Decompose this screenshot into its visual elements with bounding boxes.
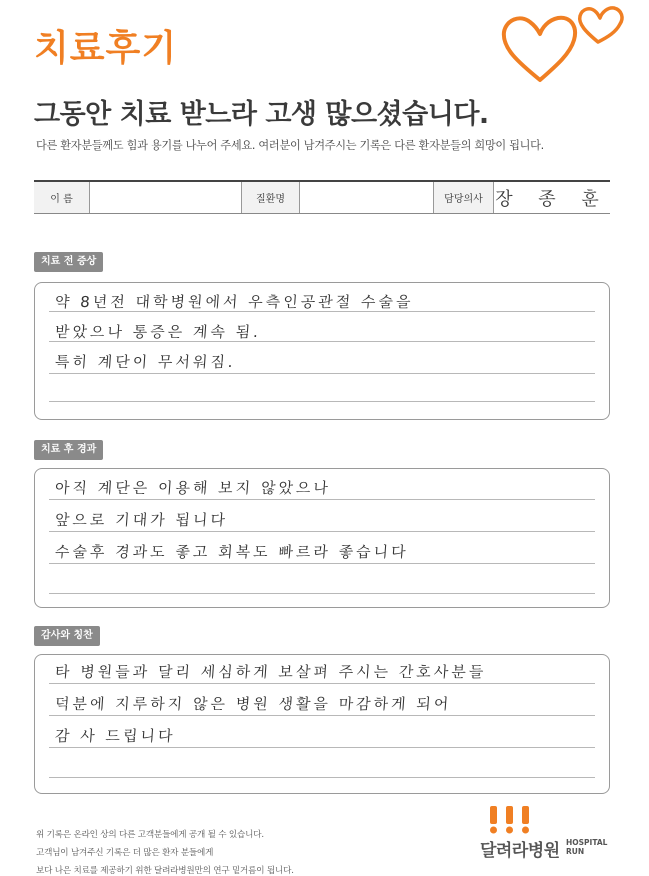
section-box-before-treatment[interactable]: [34, 282, 610, 420]
handwritten-line: 약 8년전 대학병원에서 우측인공관절 수술을: [54, 293, 415, 311]
ruled-line: [49, 499, 595, 500]
footer-note-line: 고객님이 남겨주신 기록은 더 많은 환자 분들에게: [36, 848, 214, 858]
logo-subtext: [566, 838, 607, 856]
disease-field[interactable]: [300, 182, 434, 213]
footer-note-line: 보다 나은 치료를 제공하기 위한 달려라병원만의 연구 밑거름이 됩니다.: [36, 866, 294, 876]
section-tag-thanks: 감사와 칭찬: [34, 626, 100, 646]
headline: 그동안 치료 받느라 고생 많으셨습니다.: [34, 99, 489, 130]
doctor-value: 장 종 훈: [495, 188, 609, 210]
handwritten-line: 감 사 드립니다: [54, 727, 177, 745]
ruled-line: [49, 373, 595, 374]
footer-note-line: 위 기록은 온라인 상의 다른 고객분들에게 공개 될 수 있습니다.: [36, 830, 264, 840]
handwritten-line: 덕분에 지루하지 않은 병원 생활을 마감하게 되어: [54, 695, 453, 713]
logo-text: 달려라병원: [480, 841, 560, 861]
handwritten-line: 수술후 경과도 좋고 회복도 빠르라 좋습니다: [54, 543, 410, 561]
ruled-line: [49, 311, 595, 312]
logo-sub-line: RUN: [566, 847, 585, 856]
ruled-line: [49, 593, 595, 594]
ruled-line: [49, 531, 595, 532]
handwritten-line: 아직 계단은 이용해 보지 않았으나: [54, 479, 332, 497]
brand-title: 치료후기: [34, 28, 178, 69]
handwritten-line: 앞으로 기대가 됩니다: [54, 511, 229, 529]
handwritten-line: 받았으나 통증은 계속 됨.: [54, 323, 262, 341]
name-label: 이 름: [34, 182, 90, 213]
name-field[interactable]: [90, 182, 242, 213]
ruled-line: [49, 341, 595, 342]
hospital-logo: [480, 806, 620, 866]
doctor-field[interactable]: [494, 182, 610, 213]
hearts-icon: [498, 2, 628, 86]
ruled-line: [49, 777, 595, 778]
ruled-line: [49, 715, 595, 716]
ruled-line: [49, 563, 595, 564]
footer-note: [36, 826, 294, 876]
handwritten-line: 타 병원들과 달리 세심하게 보살펴 주시는 간호사분들: [54, 663, 487, 681]
handwritten-line: 특히 계단이 무서워짐.: [54, 353, 237, 371]
section-box-after-treatment[interactable]: [34, 468, 610, 608]
exclamation-marks-icon: [486, 806, 536, 834]
section-tag-after-treatment: 치료 후 경과: [34, 440, 103, 460]
ruled-line: [49, 401, 595, 402]
logo-sub-line: HOSPITAL: [566, 838, 608, 847]
section-tag-before-treatment: 치료 전 증상: [34, 252, 103, 272]
doctor-label: 담당의사: [434, 182, 494, 213]
disease-label: 질환명: [242, 182, 300, 213]
ruled-line: [49, 683, 595, 684]
section-box-thanks[interactable]: [34, 654, 610, 794]
subline: 다른 환자분들께도 힘과 용기를 나누어 주세요. 여러분이 남겨주시는 기록은 다른 환자분들의 희망이 됩니다.: [36, 139, 544, 152]
patient-info-table: [34, 180, 610, 214]
ruled-line: [49, 747, 595, 748]
